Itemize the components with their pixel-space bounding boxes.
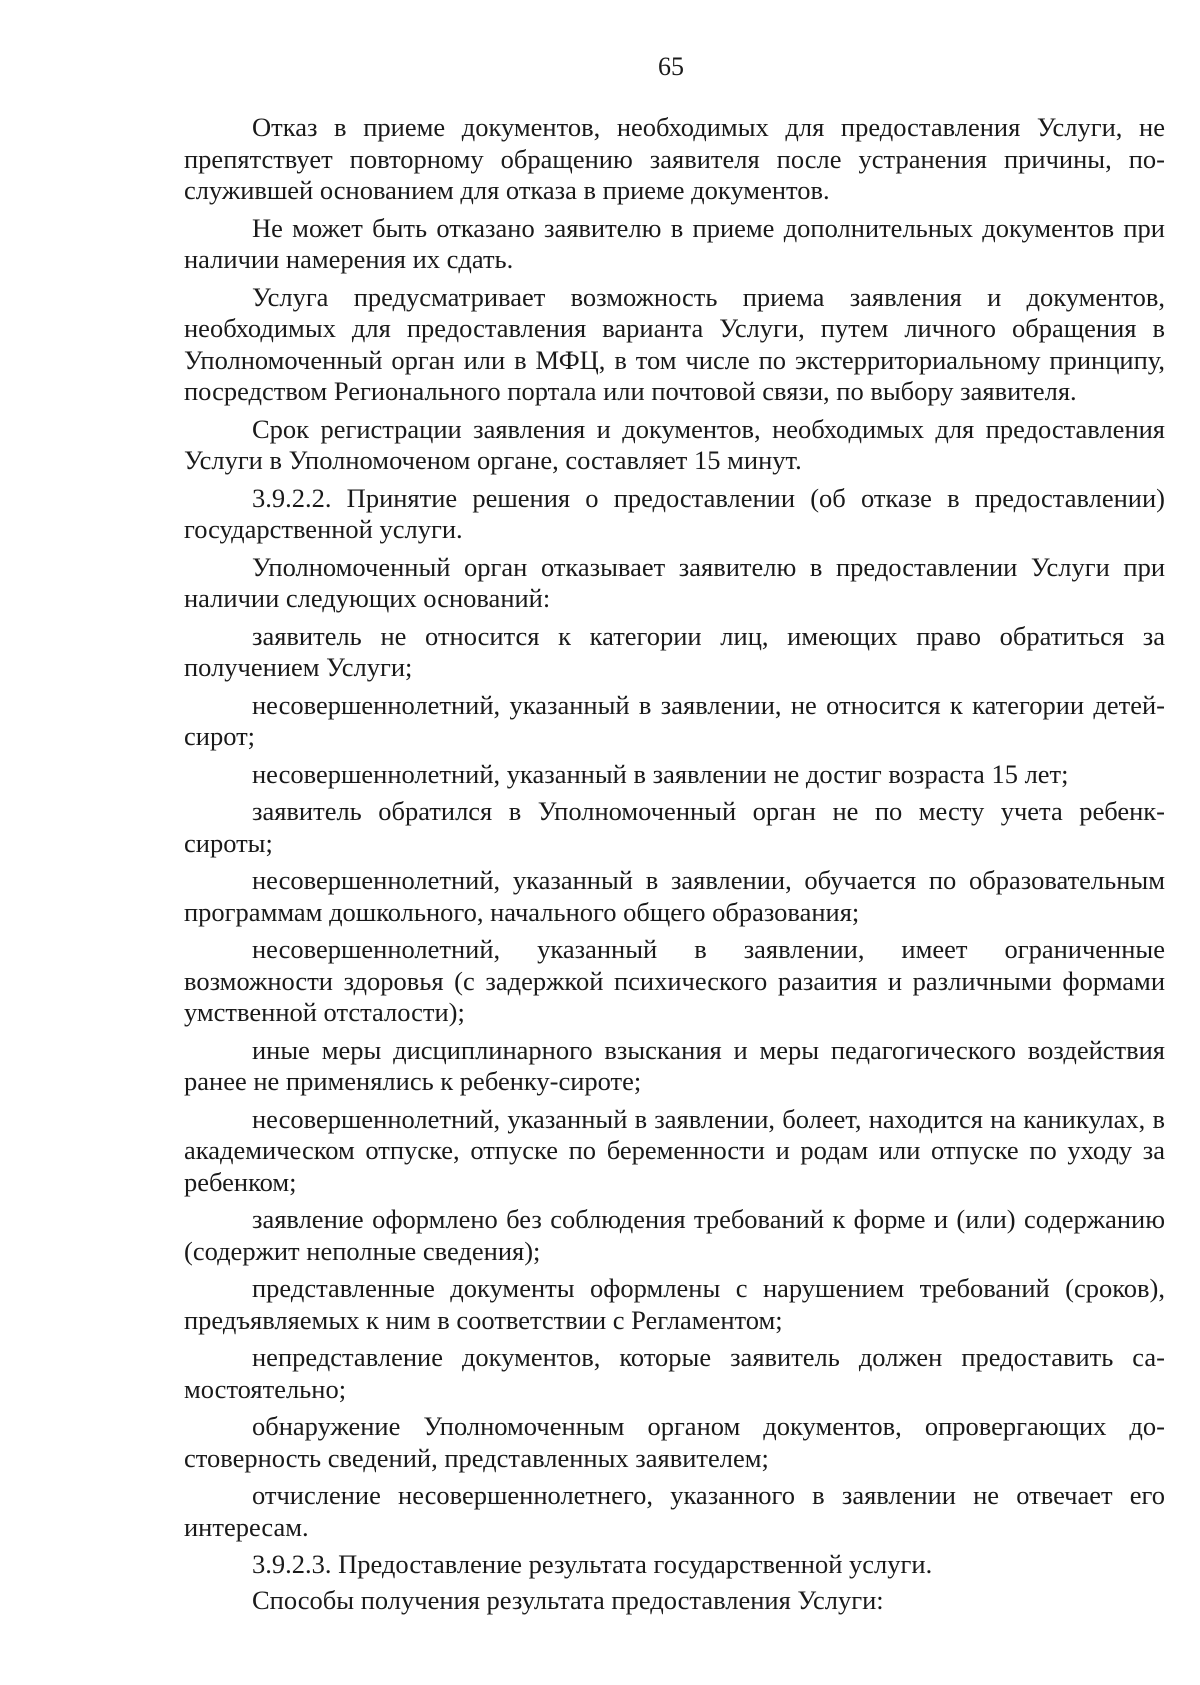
section-heading: 3.9.2.2. Принятие решения о предоставлении (об отказе в предоставлении) государственной услуги. [184,482,1165,544]
list-item: несовершеннолетний, указанный в заявлении, обучается по образовательным программам дошкольного, начального общего образования; [184,865,1165,927]
paragraph: Уполномоченный орган отказывает заявителю в предоставлении Услуги при наличии следующих оснований: [184,551,1165,613]
page-number: 65 [658,52,684,81]
list-item: несовершеннолетний, указанный в заявлении не достиг возраста 15 лет; [252,758,1069,789]
list-item: заявление оформлено без соблюдения требований к форме и (или) содержанию (содержит неполные сведения); [184,1204,1165,1266]
paragraph: Способы получения результата предоставления Услуги: [252,1584,884,1615]
list-item: заявитель обратился в Уполномоченный орган не по месту учета ребенк-сироты; [184,796,1165,858]
list-item: несовершеннолетний, указанный в заявлении, болеет, находится на каникулах, в академическом отпуске, отпуске по беременности и родам или отпуске по уходу за ребенком; [184,1103,1165,1197]
list-item: отчисление несовершеннолетнего, указанного в заявлении не отвечает его интересам. [184,1480,1165,1542]
paragraph: Не может быть отказано заявителю в приеме дополнительных документов при наличии намерения их сдать. [184,212,1165,274]
paragraph: Отказ в приеме документов, необходимых для предоставления Услуги, не препятствует повторному обращению заявителя после устранения причины, послужившей основанием для отказа в приеме документов. [184,112,1165,205]
list-item: представленные документы оформлены с нарушением требований (сроков), предъявляемых к ним в соответствии с Регламентом; [184,1273,1165,1335]
paragraph: Срок регистрации заявления и документов, необходимых для предоставления Услуги в Уполномоченом органе, составляет 15 минут. [184,413,1165,475]
list-item: обнаружение Уполномоченным органом документов, опровергающих достоверность сведений, представленных заявителем; [184,1411,1165,1473]
list-item: несовершеннолетний, указанный в заявлении, не относится к категории детей-сирот; [184,689,1165,751]
section-heading: 3.9.2.3. Предоставление результата государственной услуги. [252,1549,933,1579]
list-item: непредставление документов, которые заявитель должен предоставить самостоятельно; [184,1342,1165,1404]
list-item: несовершеннолетний, указанный в заявлении, имеет ограниченные возможности здоровья (с задержкой психического разаития и различными формами умственной отсталости); [184,934,1165,1027]
list-item: иные меры дисциплинарного взыскания и меры педагогического воздействия ранее не применялись к ребенку-сироте; [184,1034,1165,1096]
paragraph: Услуга предусматривает возможность приема заявления и документов, необходимых для предоставления варианта Услуги, путем личного обращения в Уполномоченный орган или в МФЦ, в том числе по экстерриториальному принципу, посредством Регионального портала или почтовой связи, по выбору заявителя. [184,281,1165,406]
list-item: заявитель не относится к категории лиц, имеющих право обратиться за получением Услуги; [184,620,1165,682]
document-body [184,112,1165,1620]
